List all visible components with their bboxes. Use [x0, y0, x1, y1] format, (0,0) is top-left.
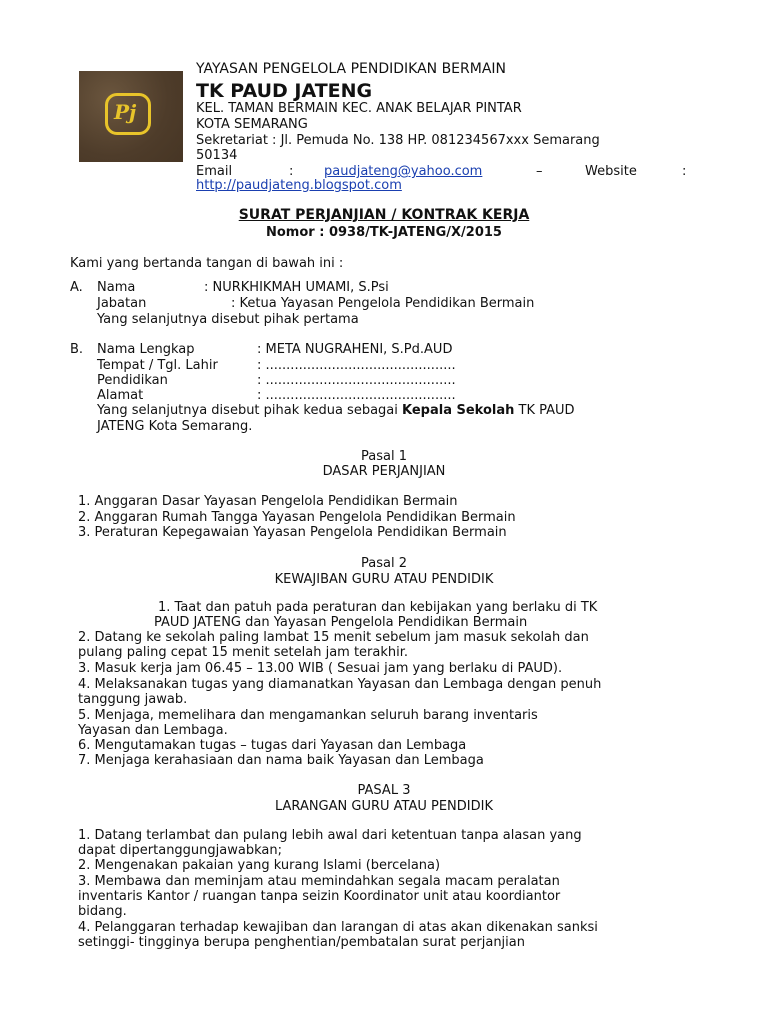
intro-text: Kami yang bertanda tangan di bawah ini : [70, 256, 344, 271]
party-b-note-pre: Yang selanjutnya disebut pihak kedua sebagai [97, 403, 402, 418]
pasal1-item: 1. Anggaran Dasar Yayasan Pengelola Pendidikan Bermain [78, 494, 458, 509]
sekretariat-line-2: 50134 [196, 148, 238, 163]
email-link[interactable]: paudjateng@yahoo.com [324, 164, 483, 179]
website-label: Website [585, 164, 637, 179]
pasal2-title: KEWAJIBAN GURU ATAU PENDIDIK [274, 572, 494, 587]
pasal3-item-continued: dapat dipertanggungjawabkan; [78, 843, 282, 858]
party-b-alamat-value: : .............................................. [257, 388, 456, 403]
party-a-jabatan-value: : Ketua Yayasan Pengelola Pendidikan Bermain [231, 296, 535, 311]
pasal1-item: 2. Anggaran Rumah Tangga Yayasan Pengelola Pendidikan Bermain [78, 510, 516, 525]
pasal3-item-continued: setinggi- tingginya berupa penghentian/pembatalan surat perjanjian [78, 935, 525, 950]
address-line-2: KOTA SEMARANG [196, 117, 308, 132]
pasal2-item: 3. Masuk kerja jam 06.45 – 13.00 WIB ( Sesuai jam yang berlaku di PAUD). [78, 661, 563, 676]
pasal3-item: 4. Pelanggaran terhadap kewajiban dan larangan di atas akan dikenakan sanksi [78, 920, 598, 935]
pasal2-item: 2. Datang ke sekolah paling lambat 15 menit sebelum jam masuk sekolah dan [78, 630, 589, 645]
document-title: SURAT PERJANJIAN / KONTRAK KERJA [238, 207, 530, 223]
pasal3-item: 3. Membawa dan meminjam atau memindahkan segala macam peralatan [78, 874, 560, 889]
pasal2-item-continued: Yayasan dan Lembaga. [78, 723, 228, 738]
party-b-alamat-label: Alamat [97, 388, 144, 403]
party-b-name-value: : META NUGRAHENI, S.Pd.AUD [257, 342, 453, 357]
pasal3-item-continued: inventaris Kantor / ruangan tanpa seizin Koordinator unit atau koordiantor [78, 889, 561, 904]
pasal3-heading: PASAL 3 [357, 783, 411, 798]
website-colon: : [682, 164, 687, 179]
pasal3-item-continued: bidang. [78, 904, 127, 919]
org-name: YAYASAN PENGELOLA PENDIDIKAN BERMAIN [196, 61, 507, 77]
pasal3-item: 2. Mengenakan pakaian yang kurang Islami (bercelana) [78, 858, 441, 873]
pasal2-item-continued: tanggung jawab. [78, 692, 188, 707]
party-b-note-line2: JATENG Kota Semarang. [97, 419, 253, 434]
party-a-name-value: : NURKHIKMAH UMAMI, S.Psi [204, 280, 389, 295]
party-a-note: Yang selanjutnya disebut pihak pertama [97, 312, 359, 327]
pasal2-item: 5. Menjaga, memelihara dan mengamankan seluruh barang inventaris [78, 708, 538, 723]
website-link[interactable]: http://paudjateng.blogspot.com [196, 178, 402, 193]
party-b-note-role: Kepala Sekolah [402, 403, 515, 418]
pasal2-item: 6. Mengutamakan tugas – tugas dari Yayasan dan Lembaga [78, 738, 467, 753]
party-b-ttl-value: : .............................................. [257, 358, 456, 373]
pasal1-item: 3. Peraturan Kepegawaian Yayasan Pengelola Pendidikan Bermain [78, 525, 507, 540]
pasal3-title: LARANGAN GURU ATAU PENDIDIK [275, 799, 493, 814]
pasal2-item: 1. Taat dan patuh pada peraturan dan kebijakan yang berlaku di TK [158, 600, 598, 615]
school-logo [79, 71, 183, 162]
pasal2-item: 4. Melaksanakan tugas yang diamanatkan Yayasan dan Lembaga dengan penuh [78, 677, 602, 692]
pasal1-heading: Pasal 1 [361, 449, 407, 464]
pasal3-item: 1. Datang terlambat dan pulang lebih awal dari ketentuan tanpa alasan yang [78, 828, 582, 843]
party-a-name-label: Nama [97, 280, 136, 295]
pasal1-title: DASAR PERJANJIAN [322, 464, 446, 479]
address-line-1: KEL. TAMAN BERMAIN KEC. ANAK BELAJAR PINTAR [196, 101, 522, 116]
email-colon: : [289, 164, 294, 179]
school-name: TK PAUD JATENG [196, 80, 373, 102]
document-number: Nomor : 0938/TK-JATENG/X/2015 [266, 225, 502, 240]
party-a-marker: A. [70, 280, 83, 295]
party-b-pendidikan-value: : .............................................. [257, 373, 456, 388]
party-b-ttl-label: Tempat / Tgl. Lahir [97, 358, 218, 373]
party-b-marker: B. [70, 342, 84, 357]
email-dash: – [536, 164, 543, 179]
pasal2-item-continued: pulang paling cepat 15 menit setelah jam terakhir. [78, 645, 409, 660]
pasal2-item-continued: PAUD JATENG dan Yayasan Pengelola Pendidikan Bermain [154, 615, 528, 630]
logo-letters: Pj [114, 100, 137, 124]
party-b-note-post: TK PAUD [514, 403, 575, 418]
party-b-pendidikan-label: Pendidikan [97, 373, 168, 388]
pasal2-item: 7. Menjaga kerahasiaan dan nama baik Yayasan dan Lembaga [78, 753, 484, 768]
logo-emblem [105, 93, 151, 135]
sekretariat-line-1: Sekretariat : Jl. Pemuda No. 138 HP. 081234567xxx Semarang [196, 133, 600, 148]
party-a-jabatan-label: Jabatan [97, 296, 147, 311]
party-b-note [97, 403, 575, 418]
email-label: Email [196, 164, 233, 179]
pasal2-heading: Pasal 2 [361, 556, 407, 571]
party-b-name-label: Nama Lengkap [97, 342, 195, 357]
